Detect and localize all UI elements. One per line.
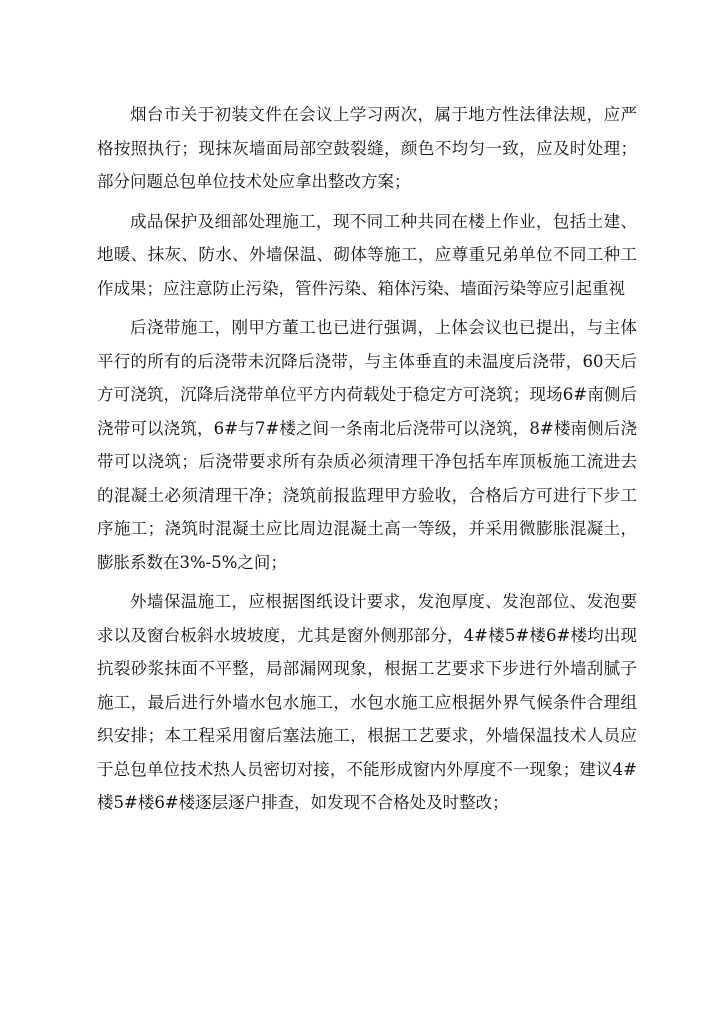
paragraph-finished-product-protection: 成品保护及细部处理施工，现不同工种共同在楼上作业，包括土建、地暖、抹灰、防水、外墙保温、砌体等施工，应尊重兄弟单位不同工种工作成果；应注意防止污染，管件污染、箱体污染、墙面污染等应引起重视 <box>97 211 637 298</box>
document-page <box>97 98 637 820</box>
paragraph-post-cast-strip: 后浇带施工，刚甲方董工也已进行强调，上体会议也已提出，与主体平行的所有的后浇带未沉降后浇带，与主体垂直的未温度后浇带，60天后方可浇筑，沉降后浇带单位平方内荷载处于稳定方可浇筑；现场6#南侧后浇带可以浇筑，6#与7#楼之间一条南北后浇带可以浇筑，8#楼南侧后浇带可以浇筑；后浇带要求所有杂质必须清理干净包括车库顶板施工流进去的混凝土必须清理干净；浇筑前报监理甲方验收，合格后方可进行下步工序施工；浇筑时混凝土应比周边混凝土高一等级，并采用微膨胀混凝土，膨胀系数在3%-5%之间； <box>97 318 637 572</box>
paragraph-regulation-study: 烟台市关于初装文件在会议上学习两次，属于地方性法律法规，应严格按照执行；现抹灰墙面局部空鼓裂缝，颜色不均匀一致，应及时处理；部分问题总包单位技术处应拿出整改方案； <box>97 105 637 191</box>
paragraph-exterior-insulation: 外墙保温施工，应根据图纸设计要求，发泡厚度、发泡部位、发泡要求以及窗台板斜水坡坡度，尤其是窗外侧那部分，4#楼5#楼6#楼均出现抗裂砂浆抹面不平整，局部漏网现象，根据工艺要求下步进行外墙刮腻子施工，最后进行外墙水包水施工，水包水施工应根据外界气候条件合理组织安排；本工程采用窗后塞法施工，根据工艺要求，外墙保温技术人员应于总包单位技术热人员密切对接，不能形成窗内外厚度不一现象；建议4#楼5#楼6#楼逐层逐户排查，如发现不合格处及时整改； <box>97 592 637 812</box>
